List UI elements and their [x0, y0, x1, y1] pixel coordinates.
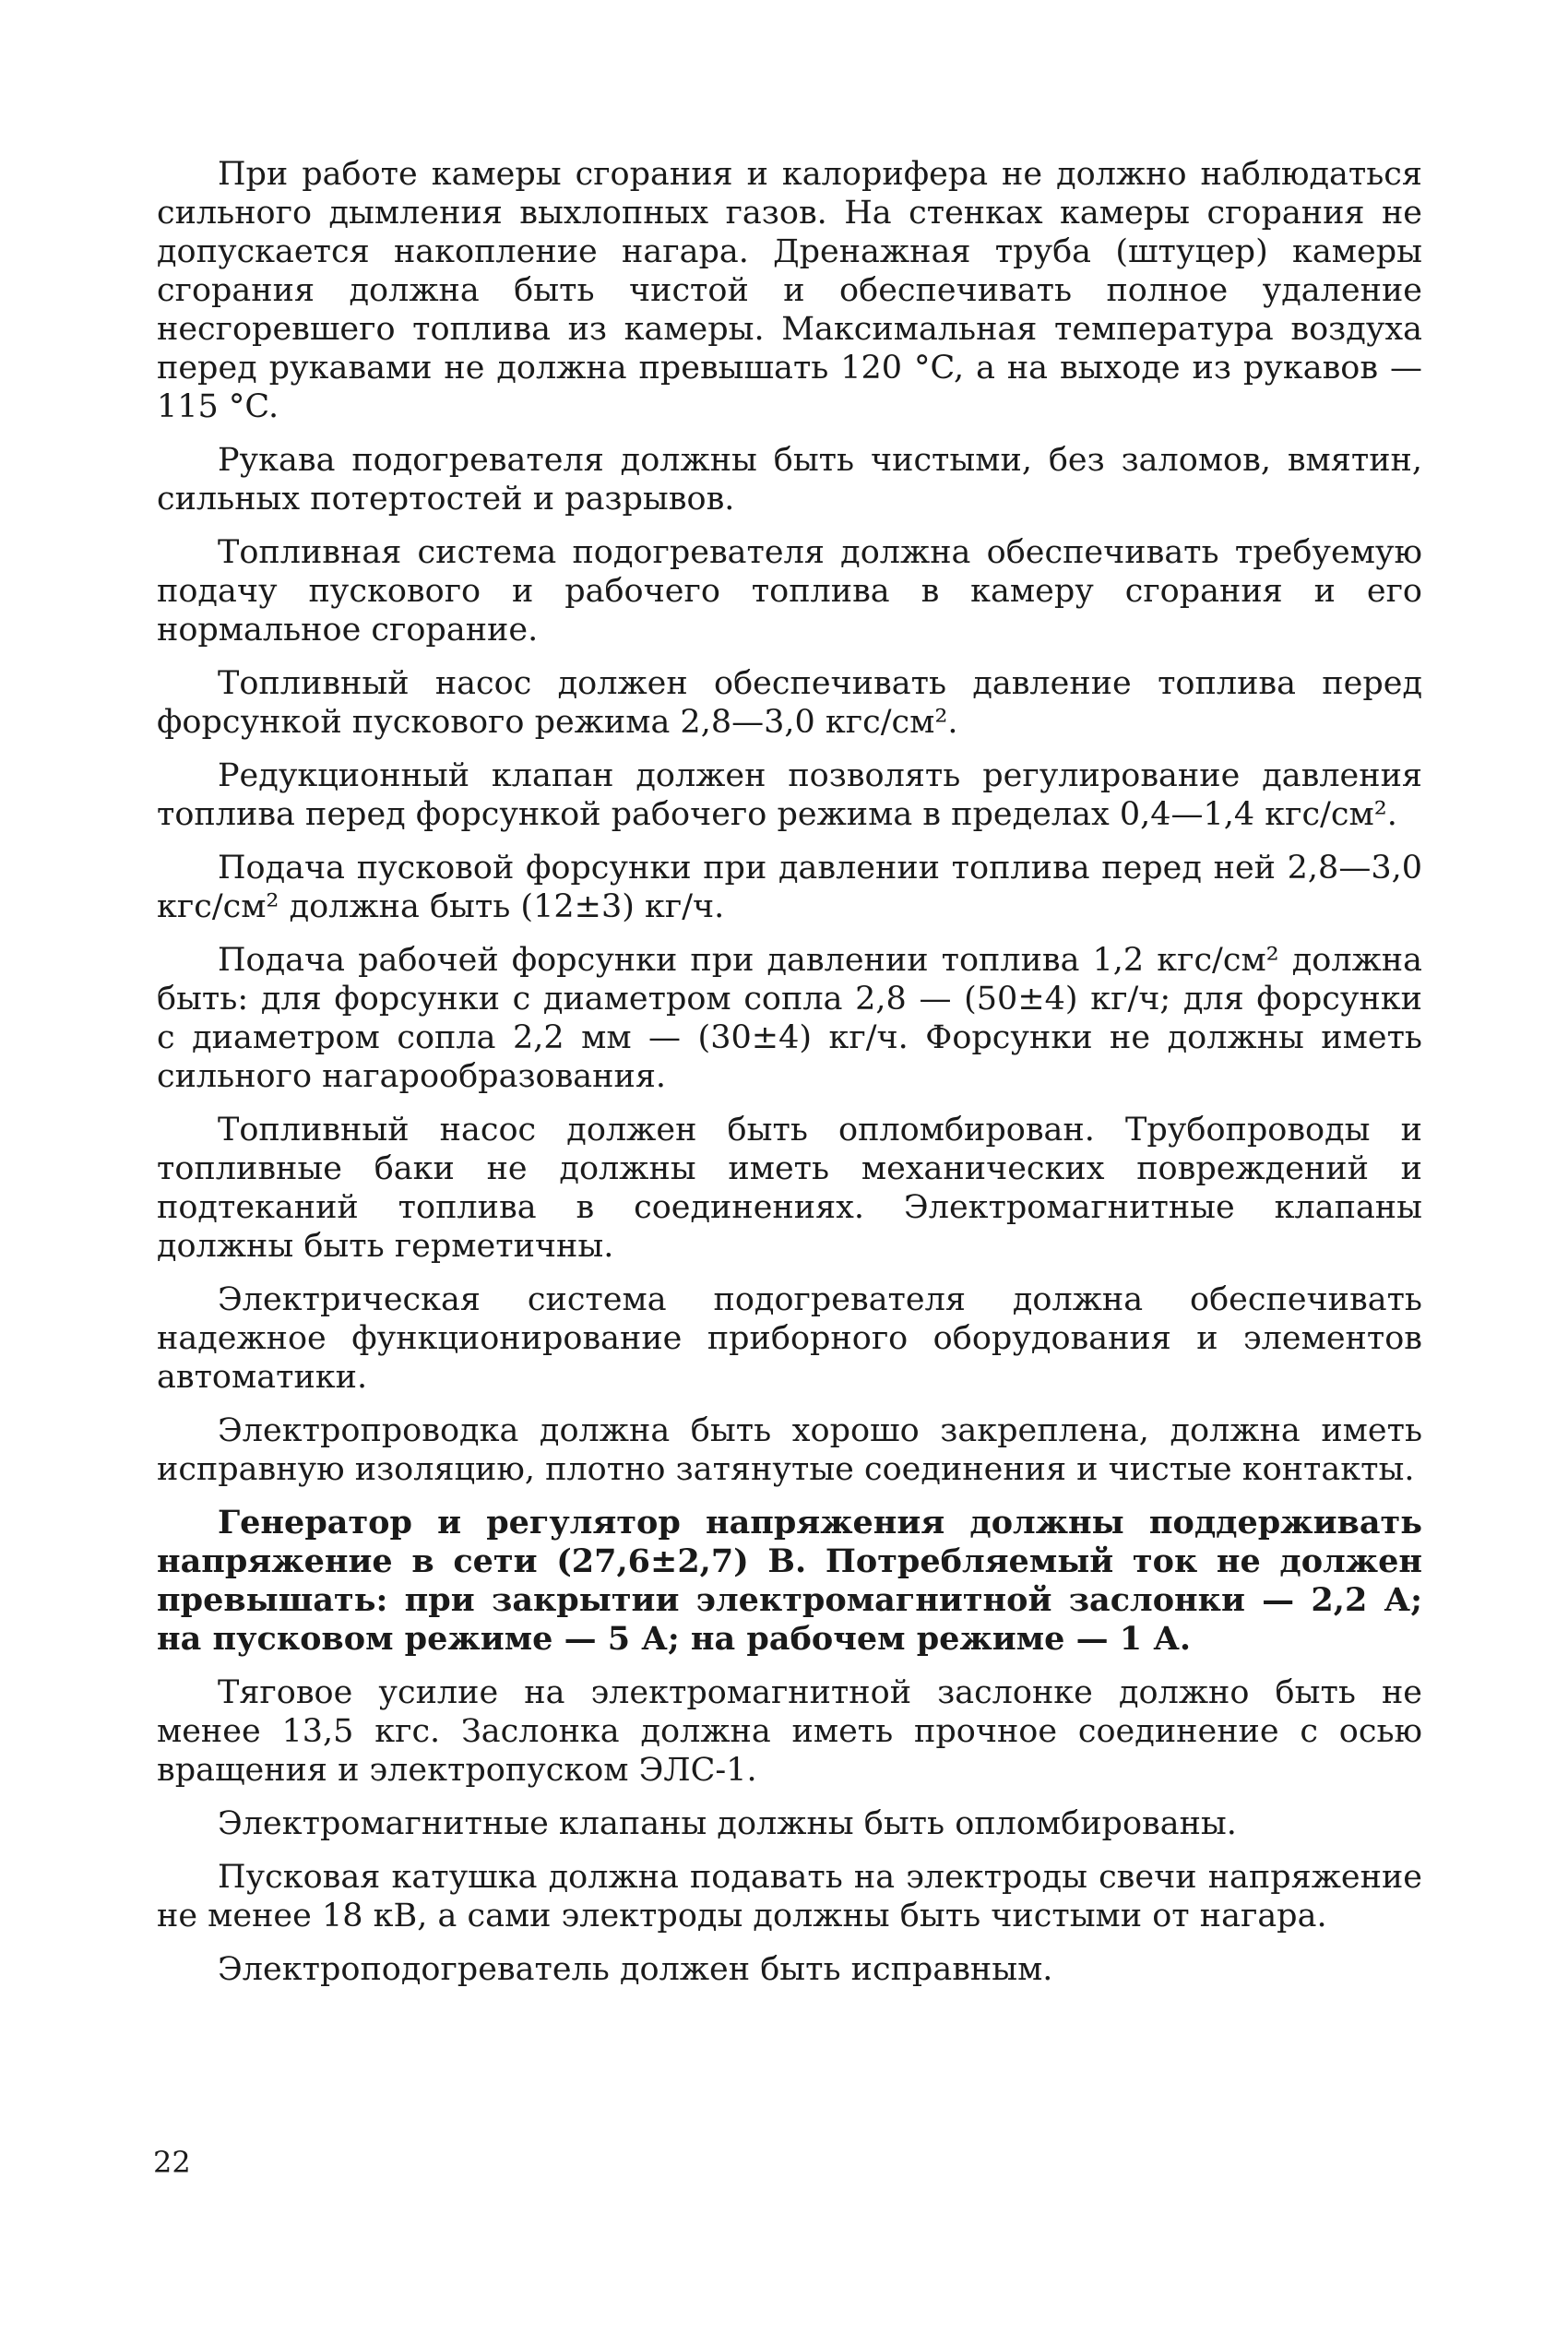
- paragraph-fuel-pump-sealing: Топливный насос должен быть опломбирован. Трубопроводы и топливные баки не должны иметь механических повреждений и подтеканий топлива в соединениях. Электромагнитные клапаны должны быть герметичны.: [157, 1112, 1422, 1265]
- paragraph-fuel-system: Топливная система подогревателя должна обеспечивать требуемую подачу пускового и рабочего топлива в камеру сгорания и его нормальное сгорание.: [157, 534, 1422, 649]
- paragraph-fuel-pump-pressure: Топливный насос должен обеспечивать давление топлива перед форсункой пускового режима 2,8—3,0 кгс/см².: [157, 665, 1422, 741]
- paragraph-traction-force: Тяговое усилие на электромагнитной заслонке должно быть не менее 13,5 кгс. Заслонка должна иметь прочное соединение с осью вращения и электропуском ЭЛС-1.: [157, 1674, 1422, 1789]
- page-number: 22: [153, 2145, 191, 2180]
- paragraph-ignition-coil: Пусковая катушка должна подавать на электроды свечи напряжение не менее 18 кВ, а сами электроды должны быть чистыми от нагара.: [157, 1859, 1422, 1934]
- paragraph-reduction-valve: Редукционный клапан должен позволять регулирование давления топлива перед форсункой рабочего режима в пределах 0,4—1,4 кгс/см².: [157, 757, 1422, 833]
- paragraph-heater-sleeves: Рукава подогревателя должны быть чистыми, без заломов, вмятин, сильных потертостей и разрывов.: [157, 442, 1422, 518]
- paragraph-electrical-system: Электрическая система подогревателя должна обеспечивать надежное функционирование приборного оборудования и элементов автоматики.: [157, 1281, 1422, 1396]
- paragraph-generator-regulator: Генератор и регулятор напряжения должны поддерживать напряжение в сети (27,6±2,7) В. Потребляемый ток не должен превышать: при закрытии электромагнитной заслонки — 2,2 А; на пусковом режиме — 5 А; на рабочем режиме — 1 А.: [157, 1504, 1422, 1658]
- page-body: [157, 155, 1422, 2004]
- paragraph-combustion-chamber: При работе камеры сгорания и калорифера не должно наблюдаться сильного дымления выхлопных газов. На стенках камеры сгорания не допускается накопление нагара. Дренажная труба (штуцер) камеры сгорания должна быть чистой и обеспечивать полное удаление несгоревшего топлива из камеры. Максимальная температура воздуха перед рукавами не должна превышать 120 °C, а на выходе из рукавов — 115 °C.: [157, 156, 1422, 425]
- paragraph-solenoid-valves: Электромагнитные клапаны должны быть опломбированы.: [218, 1805, 1237, 1842]
- paragraph-work-nozzle-flow: Подача рабочей форсунки при давлении топлива 1,2 кгс/см² должна быть: для форсунки с диаметром сопла 2,8 — (50±4) кг/ч; для форсунки с диаметром сопла 2,2 мм — (30±4) кг/ч. Форсунки не должны иметь сильного нагарообразования.: [157, 942, 1422, 1095]
- paragraph-start-nozzle-flow: Подача пусковой форсунки при давлении топлива перед ней 2,8—3,0 кгс/см² должна быть (12±3) кг/ч.: [157, 850, 1422, 925]
- paragraph-electric-heater: Электроподогреватель должен быть исправным.: [218, 1951, 1053, 1988]
- paragraph-wiring: Электропроводка должна быть хорошо закреплена, должна иметь исправную изоляцию, плотно затянутые соединения и чистые контакты.: [157, 1412, 1422, 1488]
